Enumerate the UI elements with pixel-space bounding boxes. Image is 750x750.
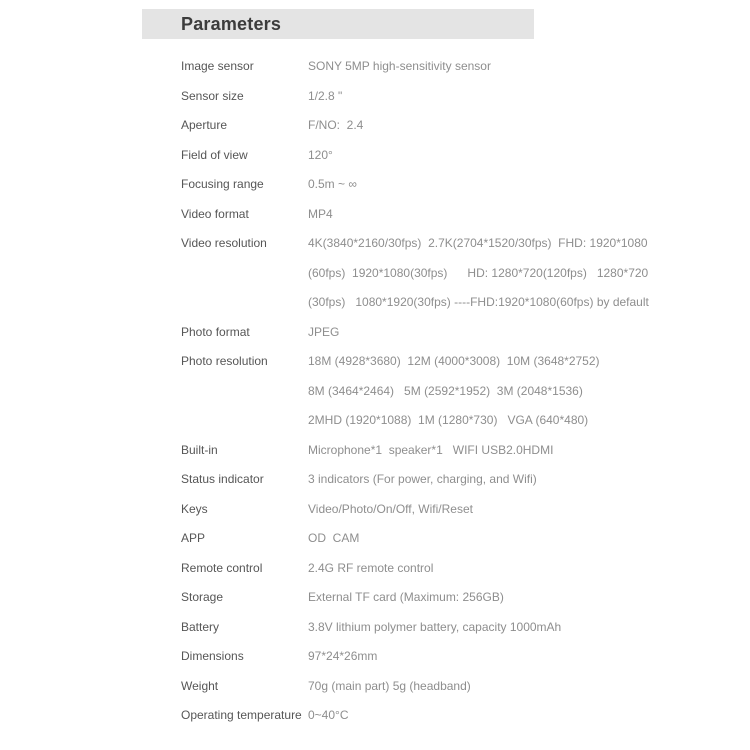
spec-value-line: 0~40°C xyxy=(308,708,349,722)
spec-value xyxy=(308,554,681,584)
spec-row xyxy=(181,170,681,200)
spec-row xyxy=(181,642,681,672)
spec-value xyxy=(308,141,681,171)
spec-value xyxy=(308,318,681,348)
spec-label: Battery xyxy=(181,619,220,634)
spec-label: Photo format xyxy=(181,324,250,339)
spec-value-line: 120° xyxy=(308,147,333,162)
spec-value xyxy=(308,465,681,495)
spec-label: Status indicator xyxy=(181,472,264,486)
spec-value xyxy=(308,642,681,672)
spec-value xyxy=(308,701,681,731)
spec-value xyxy=(308,170,681,200)
spec-value-line: 3.8V lithium polymer battery, capacity 1000mAh xyxy=(308,619,562,634)
spec-value xyxy=(308,200,681,230)
spec-value-line: (30fps) 1080*1920(30fps) ----FHD:1920*1080(60fps) by default xyxy=(308,295,649,309)
spec-value-line: 97*24*26mm xyxy=(308,649,378,663)
spec-row xyxy=(181,436,681,466)
spec-row xyxy=(181,613,681,643)
spec-value-line: (60fps) 1920*1080(30fps) HD: 1280*720(120fps) 1280*720 xyxy=(308,265,649,280)
spec-row xyxy=(181,554,681,584)
spec-row xyxy=(181,347,681,436)
spec-row xyxy=(181,82,681,112)
spec-row xyxy=(181,200,681,230)
spec-row xyxy=(181,141,681,171)
spec-value-line: 2MHD (1920*1088) 1M (1280*730) VGA (640*480) xyxy=(308,413,589,427)
spec-value-line: 70g (main part) 5g (headband) xyxy=(308,678,471,693)
spec-value xyxy=(308,436,681,466)
spec-value xyxy=(308,52,681,82)
spec-value-line: Video/Photo/On/Off, Wifi/Reset xyxy=(308,501,473,516)
spec-value-line: 2.4G RF remote control xyxy=(308,560,434,575)
spec-table xyxy=(181,52,681,731)
spec-label: Weight xyxy=(181,678,219,693)
spec-value-line: 18M (4928*3680) 12M (4000*3008) 10M (3648*2752) xyxy=(308,354,600,368)
spec-label: Storage xyxy=(181,590,224,604)
spec-label: Aperture xyxy=(181,118,228,132)
spec-label: Keys xyxy=(181,501,208,516)
spec-label: Built-in xyxy=(181,442,218,457)
spec-label: Dimensions xyxy=(181,649,244,663)
spec-row xyxy=(181,672,681,702)
page-title: Parameters xyxy=(181,14,282,34)
spec-value-line: MP4 xyxy=(308,206,333,221)
spec-row xyxy=(181,583,681,613)
spec-label: Sensor size xyxy=(181,88,244,103)
parameters-header-bar xyxy=(142,9,534,39)
spec-value-line: SONY 5MP high-sensitivity sensor xyxy=(308,59,491,73)
spec-value xyxy=(308,495,681,525)
spec-value xyxy=(308,613,681,643)
spec-value xyxy=(308,524,681,554)
spec-value-line: 8M (3464*2464) 5M (2592*1952) 3M (2048*1536) xyxy=(308,383,583,398)
spec-value xyxy=(308,82,681,112)
spec-value xyxy=(308,583,681,613)
spec-row xyxy=(181,495,681,525)
spec-label: Remote control xyxy=(181,560,263,575)
spec-value-line: JPEG xyxy=(308,324,340,339)
spec-row xyxy=(181,318,681,348)
spec-label: Operating temperature xyxy=(181,708,302,722)
spec-label: Focusing range xyxy=(181,177,264,191)
spec-label: Photo resolution xyxy=(181,354,268,368)
spec-label: Video format xyxy=(181,206,249,221)
spec-value-line: OD CAM xyxy=(308,531,360,545)
spec-value-line: F/NO: 2.4 xyxy=(308,118,364,132)
spec-value-line: 1/2.8 " xyxy=(308,88,343,103)
spec-label: Image sensor xyxy=(181,59,254,73)
spec-row xyxy=(181,465,681,495)
spec-label: APP xyxy=(181,531,206,545)
spec-row xyxy=(181,524,681,554)
spec-value xyxy=(308,229,681,318)
spec-row xyxy=(181,701,681,731)
spec-value-line: 4K(3840*2160/30fps) 2.7K(2704*1520/30fps) FHD: 1920*1080 xyxy=(308,236,648,250)
spec-row xyxy=(181,229,681,318)
spec-value-line: Microphone*1 speaker*1 WIFI USB2.0HDMI xyxy=(308,442,554,457)
spec-value xyxy=(308,347,681,436)
spec-row xyxy=(181,52,681,82)
spec-value-line: 0.5m ~ ∞ xyxy=(308,177,357,191)
spec-value xyxy=(308,111,681,141)
spec-value xyxy=(308,672,681,702)
spec-label: Field of view xyxy=(181,147,248,162)
spec-value-line: External TF card (Maximum: 256GB) xyxy=(308,590,504,604)
spec-value-line: 3 indicators (For power, charging, and Wifi) xyxy=(308,472,537,486)
spec-label: Video resolution xyxy=(181,236,267,250)
spec-row xyxy=(181,111,681,141)
